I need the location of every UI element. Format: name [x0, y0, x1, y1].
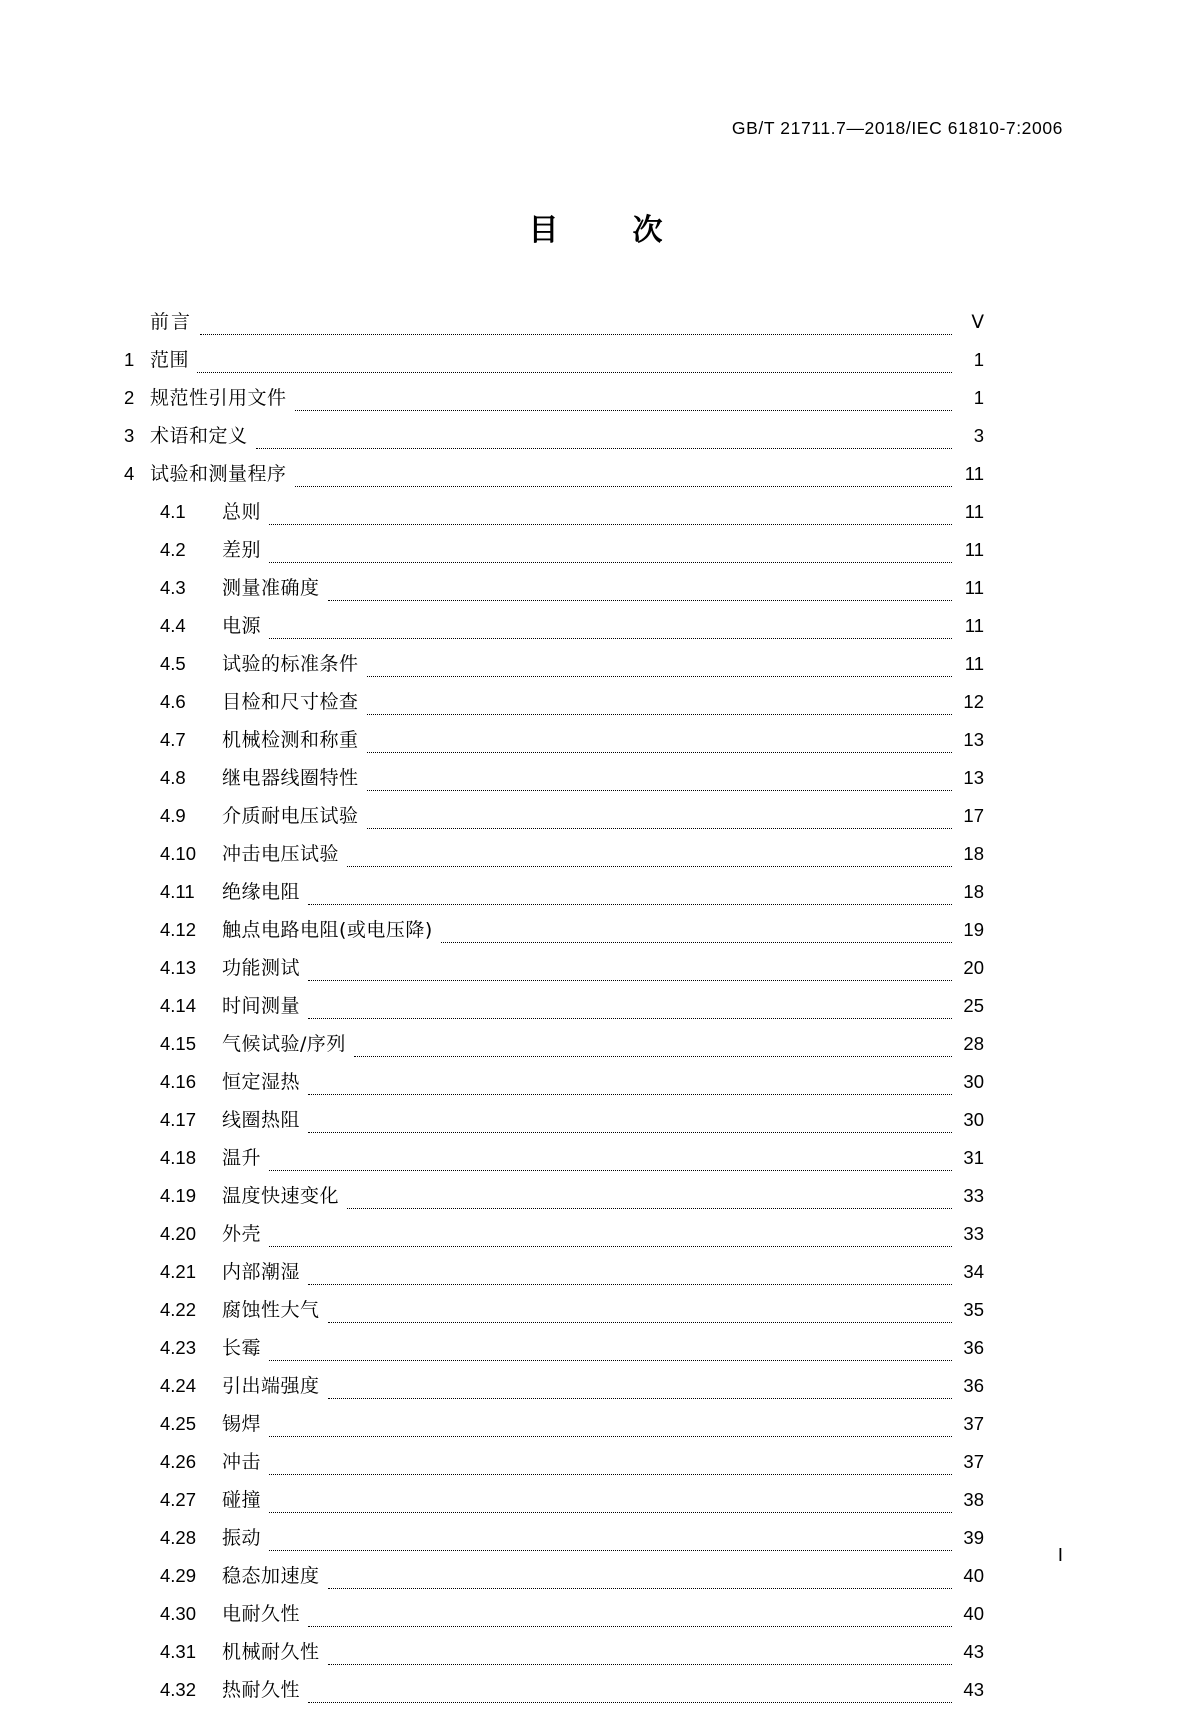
toc-entry[interactable] — [124, 987, 984, 1025]
toc-entry[interactable] — [124, 1405, 984, 1443]
toc-entry-page: 28 — [963, 1033, 984, 1054]
toc-entry-number: 4.28 — [160, 1527, 197, 1548]
toc-entry[interactable] — [124, 873, 984, 911]
toc-entry-number: 3 — [124, 425, 135, 446]
toc-entry[interactable] — [124, 683, 984, 721]
toc-entry-label: 机械检测和称重 — [222, 729, 359, 751]
toc-entry-label: 绝缘电阻 — [222, 881, 301, 903]
toc-entry-label: 介质耐电压试验 — [222, 805, 359, 827]
toc-entry-label: 触点电路电阻(或电压降) — [222, 919, 433, 941]
toc-entry-page: 1 — [973, 349, 984, 370]
toc-entry-page: 25 — [963, 995, 984, 1016]
toc-entry[interactable] — [124, 1443, 984, 1481]
toc-entry-label: 腐蚀性大气 — [222, 1299, 320, 1321]
toc-leader-dots — [367, 714, 952, 715]
toc-entry-page: 30 — [963, 1071, 984, 1092]
toc-entry[interactable] — [124, 1519, 984, 1557]
toc-entry-page: 33 — [963, 1185, 984, 1206]
toc-entry-number: 4.32 — [160, 1679, 197, 1700]
toc-entry-label: 线圈热阻 — [222, 1109, 301, 1131]
page-title: 目 次 — [528, 214, 685, 247]
toc-entry-label: 温度快速变化 — [222, 1185, 340, 1207]
toc-entry-label: 电源 — [222, 615, 262, 637]
toc-entry[interactable] — [124, 455, 984, 493]
toc-leader-dots — [308, 980, 952, 981]
toc-leader-dots — [308, 904, 952, 905]
toc-entry-label: 总则 — [222, 501, 262, 523]
toc-entry[interactable] — [124, 1329, 984, 1367]
toc-entry-number: 4.16 — [160, 1071, 197, 1092]
toc-entry-page: 1 — [973, 387, 984, 408]
toc-leader-dots — [295, 410, 952, 411]
toc-entry-label: 机械耐久性 — [222, 1641, 320, 1663]
toc-entry-page: 37 — [963, 1413, 984, 1434]
toc-entry-page: 35 — [963, 1299, 984, 1320]
toc-entry-label: 长霉 — [222, 1337, 262, 1359]
toc-leader-dots — [308, 1094, 952, 1095]
toc-leader-dots — [269, 1474, 952, 1475]
toc-entry-label: 气候试验/序列 — [222, 1033, 346, 1055]
toc-entry-label: 稳态加速度 — [222, 1565, 320, 1587]
toc-entry-label: 继电器线圈特性 — [222, 767, 359, 789]
toc-entry-number: 4.12 — [160, 919, 197, 940]
toc-leader-dots — [269, 1170, 952, 1171]
toc-entry-label: 范围 — [150, 349, 190, 371]
toc-leader-dots — [328, 600, 952, 601]
toc-entry-page: 13 — [963, 767, 984, 788]
toc-entry[interactable] — [124, 1671, 984, 1709]
toc-entry[interactable] — [124, 835, 984, 873]
toc-leader-dots — [367, 828, 952, 829]
toc-entry[interactable] — [124, 1253, 984, 1291]
toc-leader-dots — [269, 1550, 952, 1551]
toc-entry-page: 30 — [963, 1109, 984, 1130]
toc-entry[interactable] — [124, 721, 984, 759]
toc-leader-dots — [367, 676, 952, 677]
toc-entry[interactable] — [124, 797, 984, 835]
toc-entry-page: 33 — [963, 1223, 984, 1244]
toc-entry-page: 36 — [963, 1337, 984, 1358]
toc-entry[interactable] — [124, 911, 984, 949]
toc-entry-number: 4.21 — [160, 1261, 197, 1282]
toc-entry-label: 温升 — [222, 1147, 262, 1169]
toc-entry[interactable] — [124, 379, 984, 417]
toc-entry[interactable] — [124, 1025, 984, 1063]
toc-entry-number: 4.10 — [160, 843, 197, 864]
toc-leader-dots — [347, 866, 952, 867]
toc-leader-dots — [295, 486, 952, 487]
toc-entry-label: 时间测量 — [222, 995, 301, 1017]
toc-entry-number: 1 — [124, 349, 135, 370]
toc-entry-page: 3 — [973, 425, 984, 446]
toc-entry-label: 热耐久性 — [222, 1679, 301, 1701]
toc-leader-dots — [308, 1132, 952, 1133]
toc-leader-dots — [328, 1322, 952, 1323]
toc-entry[interactable] — [124, 1177, 984, 1215]
toc-leader-dots — [269, 1512, 952, 1513]
toc-entry-label: 振动 — [222, 1527, 262, 1549]
toc-entry-page: 11 — [964, 501, 984, 522]
toc-entry[interactable] — [124, 417, 984, 455]
toc-entry-page: 31 — [963, 1147, 984, 1168]
toc-entry[interactable] — [124, 569, 984, 607]
toc-entry-page: 11 — [964, 539, 984, 560]
toc-entry-page: Ⅴ — [971, 311, 984, 332]
toc-entry-label: 差别 — [222, 539, 262, 561]
toc-entry-number: 4 — [124, 463, 135, 484]
toc-entry-number: 4.7 — [160, 729, 186, 750]
toc-entry-number: 4.5 — [160, 653, 186, 674]
toc-entry-label: 前言 — [150, 311, 193, 333]
toc-entry-page: 18 — [963, 881, 984, 902]
toc-entry-number: 4.31 — [160, 1641, 197, 1662]
toc-leader-dots — [367, 752, 952, 753]
toc-entry[interactable] — [124, 493, 984, 531]
toc-entry[interactable] — [124, 303, 984, 341]
toc-leader-dots — [328, 1398, 952, 1399]
toc-entry[interactable] — [124, 645, 984, 683]
toc-entry-label: 内部潮湿 — [222, 1261, 301, 1283]
toc-entry-page: 43 — [963, 1641, 984, 1662]
toc-entry-page: 11 — [964, 653, 984, 674]
toc-entry-label: 锡焊 — [222, 1413, 262, 1435]
toc-entry-label: 术语和定义 — [150, 425, 248, 447]
toc-entry-page: 39 — [963, 1527, 984, 1548]
toc-entry-label: 冲击电压试验 — [222, 843, 340, 865]
toc-entry-label: 规范性引用文件 — [150, 387, 287, 409]
toc-leader-dots — [308, 1284, 952, 1285]
toc-entry[interactable] — [124, 1367, 984, 1405]
toc-entry-number: 4.30 — [160, 1603, 197, 1624]
toc-entry[interactable] — [124, 1215, 984, 1253]
toc-leader-dots — [200, 334, 952, 335]
toc-leader-dots — [308, 1018, 952, 1019]
toc-entry-page: 40 — [963, 1565, 984, 1586]
toc-entry-page: 19 — [963, 919, 984, 940]
toc-entry[interactable] — [124, 949, 984, 987]
toc-entry-label: 引出端强度 — [222, 1375, 320, 1397]
toc-entry-page: 36 — [963, 1375, 984, 1396]
toc-entry-number: 4.22 — [160, 1299, 197, 1320]
toc-entry-label: 功能测试 — [222, 957, 301, 979]
toc-entry-page: 20 — [963, 957, 984, 978]
toc-leader-dots — [308, 1702, 952, 1703]
toc-entry-number: 4.4 — [160, 615, 186, 636]
toc-entry-page: 40 — [963, 1603, 984, 1624]
toc-entry[interactable] — [124, 1557, 984, 1595]
toc-entry-number: 4.19 — [160, 1185, 197, 1206]
toc-leader-dots — [269, 1360, 952, 1361]
toc-entry-number: 4.24 — [160, 1375, 197, 1396]
toc-entry-number: 4.15 — [160, 1033, 197, 1054]
toc-entry-number: 4.3 — [160, 577, 186, 598]
toc-leader-dots — [269, 1436, 952, 1437]
toc-entry-number: 4.9 — [160, 805, 186, 826]
toc-leader-dots — [269, 524, 952, 525]
table-of-contents — [124, 303, 984, 1709]
toc-leader-dots — [269, 1246, 952, 1247]
toc-entry-number: 2 — [124, 387, 135, 408]
toc-entry-label: 试验的标准条件 — [222, 653, 359, 675]
toc-entry-number: 4.29 — [160, 1565, 197, 1586]
toc-entry-label: 碰撞 — [222, 1489, 262, 1511]
toc-leader-dots — [197, 372, 952, 373]
toc-leader-dots — [256, 448, 952, 449]
toc-entry[interactable] — [124, 607, 984, 645]
toc-entry-page: 12 — [963, 691, 984, 712]
toc-entry-page: 43 — [963, 1679, 984, 1700]
toc-entry[interactable] — [124, 1063, 984, 1101]
toc-entry-number: 4.6 — [160, 691, 186, 712]
toc-entry-number: 4.20 — [160, 1223, 197, 1244]
toc-leader-dots — [269, 638, 952, 639]
toc-leader-dots — [269, 562, 952, 563]
toc-entry-label: 试验和测量程序 — [150, 463, 287, 485]
toc-entry-number: 4.2 — [160, 539, 186, 560]
toc-entry-page: 34 — [963, 1261, 984, 1282]
toc-entry-label: 冲击 — [222, 1451, 262, 1473]
toc-entry[interactable] — [124, 1291, 984, 1329]
toc-leader-dots — [367, 790, 952, 791]
toc-entry-page: 11 — [964, 615, 984, 636]
toc-entry-page: 18 — [963, 843, 984, 864]
toc-entry-number: 4.11 — [160, 881, 195, 902]
toc-entry-number: 4.23 — [160, 1337, 197, 1358]
toc-leader-dots — [354, 1056, 952, 1057]
toc-entry-number: 4.17 — [160, 1109, 197, 1130]
toc-entry-page: 13 — [963, 729, 984, 750]
toc-entry-label: 电耐久性 — [222, 1603, 301, 1625]
toc-entry-label: 恒定湿热 — [222, 1071, 301, 1093]
toc-entry[interactable] — [124, 759, 984, 797]
toc-entry-page: 11 — [964, 577, 984, 598]
toc-entry-number: 4.14 — [160, 995, 197, 1016]
toc-entry-page: 38 — [963, 1489, 984, 1510]
toc-entry[interactable] — [124, 341, 984, 379]
toc-entry-number: 4.18 — [160, 1147, 197, 1168]
toc-entry-number: 4.1 — [160, 501, 186, 522]
toc-entry-label: 目检和尺寸检查 — [222, 691, 359, 713]
footer-page-number: Ⅰ — [1057, 1545, 1063, 1565]
toc-entry-number: 4.8 — [160, 767, 186, 788]
toc-entry[interactable] — [124, 1481, 984, 1519]
toc-entry-number: 4.13 — [160, 957, 197, 978]
toc-entry-number: 4.26 — [160, 1451, 197, 1472]
toc-entry[interactable] — [124, 1101, 984, 1139]
toc-entry-label: 测量准确度 — [222, 577, 320, 599]
toc-entry[interactable] — [124, 1633, 984, 1671]
page-header-standard-code: GB/T 21711.7—2018/IEC 61810-7:2006 — [731, 118, 1063, 138]
toc-entry-label: 外壳 — [222, 1223, 262, 1245]
toc-entry-number: 4.25 — [160, 1413, 197, 1434]
toc-leader-dots — [308, 1626, 952, 1627]
toc-entry-number: 4.27 — [160, 1489, 197, 1510]
toc-entry[interactable] — [124, 1139, 984, 1177]
toc-leader-dots — [441, 942, 952, 943]
toc-leader-dots — [328, 1588, 952, 1589]
toc-entry-page: 11 — [964, 463, 984, 484]
toc-entry[interactable] — [124, 531, 984, 569]
toc-leader-dots — [328, 1664, 952, 1665]
toc-entry[interactable] — [124, 1595, 984, 1633]
toc-leader-dots — [347, 1208, 952, 1209]
toc-entry-page: 37 — [963, 1451, 984, 1472]
toc-entry-page: 17 — [963, 805, 984, 826]
